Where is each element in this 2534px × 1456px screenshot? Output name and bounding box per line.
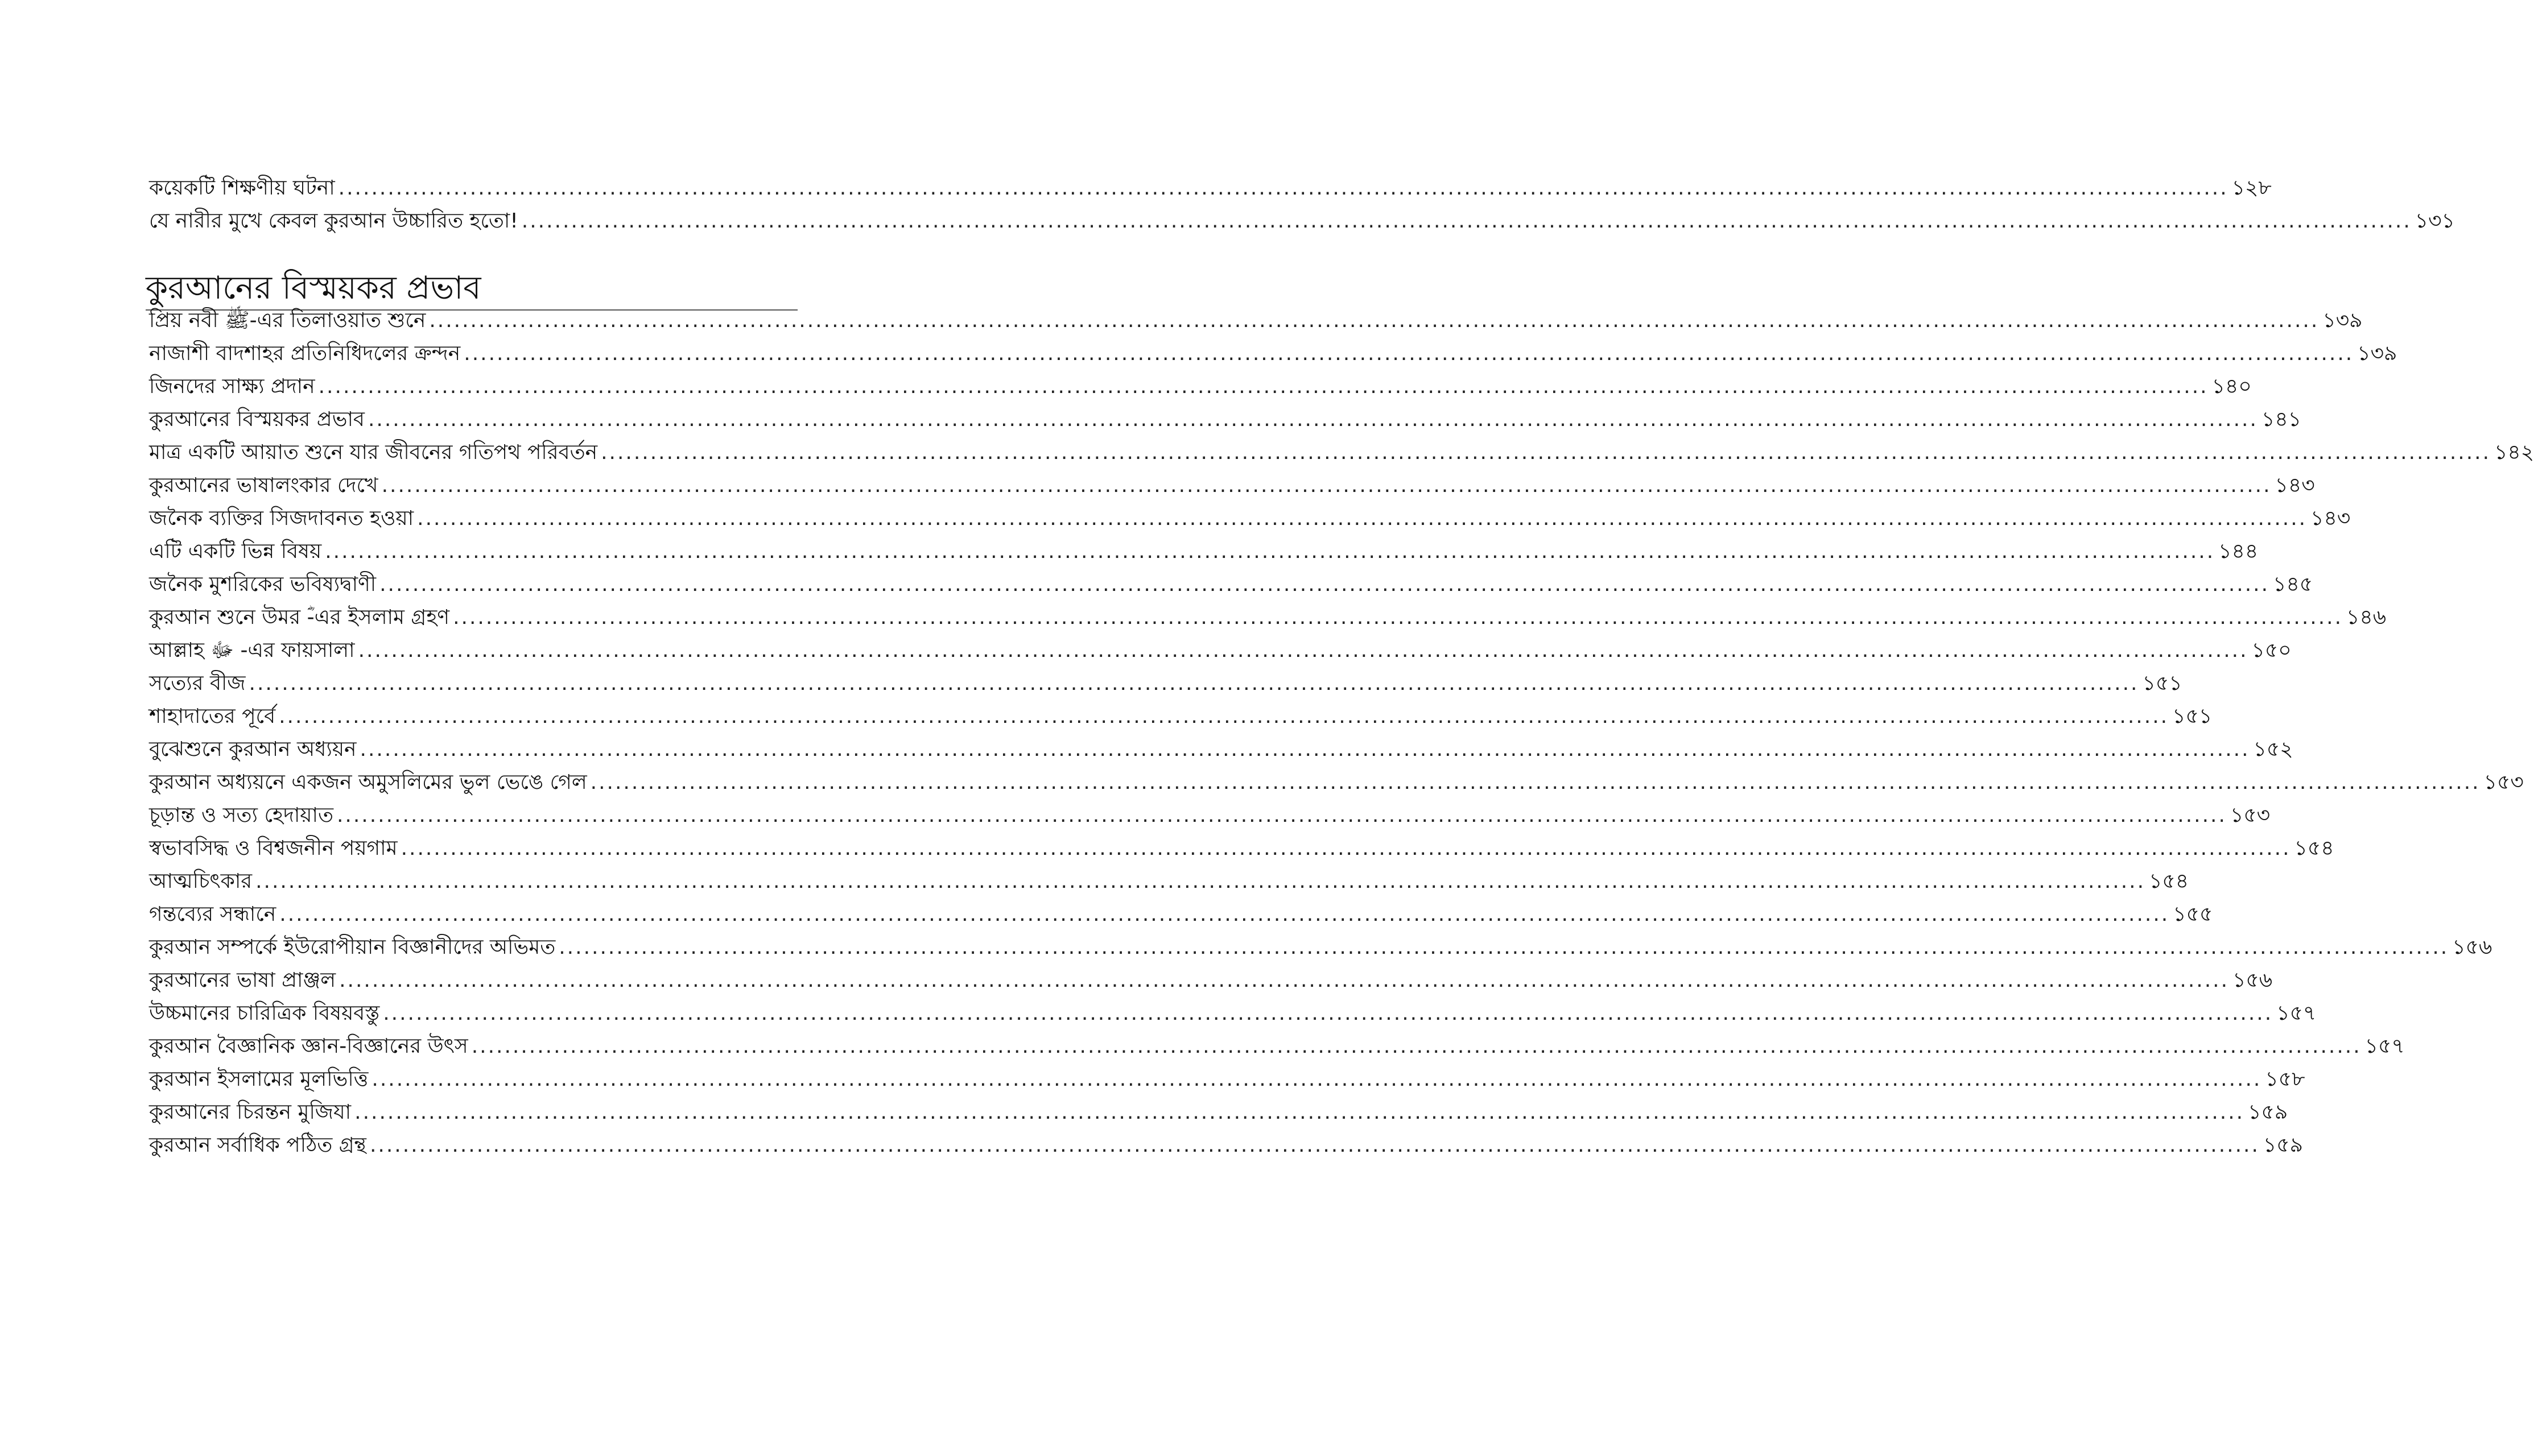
toc-entry-title: সত্যের বীজ	[149, 672, 246, 695]
toc-entry-page: ১৪৩	[2275, 474, 2315, 497]
dot-leader	[401, 832, 2291, 865]
toc-entry	[149, 370, 2252, 403]
toc-entry	[149, 766, 2524, 799]
toc-entry-title: কুরআন অধ্যয়নে একজন অমুসলিমের ভুল ভেঙে গেল	[149, 771, 587, 794]
section-heading: কুরআনের বিস্ময়কর প্রভাব	[146, 268, 798, 311]
toc-entry	[149, 403, 2302, 436]
toc-entry	[149, 733, 2293, 766]
toc-entry-page: ১৫৪	[2149, 870, 2189, 893]
dot-leader	[360, 733, 2250, 766]
toc-entry-page: ১৫১	[2142, 672, 2182, 695]
dot-leader	[249, 667, 2139, 700]
toc-entry-page: ১৪৬	[2346, 606, 2387, 629]
dot-leader	[591, 766, 2481, 799]
toc-entry-page: ১৫০	[2251, 639, 2292, 662]
toc-entry-title: গন্তব্যের সন্ধানে	[149, 903, 276, 926]
toc-entry	[149, 1129, 2304, 1162]
toc-entry-title: কুরআন ইসলামের মূলভিত্তি	[149, 1068, 369, 1091]
toc-entry	[149, 1030, 2405, 1063]
toc-entry-title: কুরআন সম্পর্কে ইউরোপীয়ান বিজ্ঞানীদের অভিমত	[149, 936, 556, 959]
toc-list-top	[149, 172, 2455, 238]
dot-leader	[279, 898, 2169, 931]
toc-entry	[149, 799, 2271, 832]
toc-entry	[149, 502, 2351, 535]
toc-entry-page: ১৪২	[2494, 441, 2534, 464]
toc-entry-page: ১৫৩	[2230, 804, 2271, 827]
toc-entry-title: স্বভাবসিদ্ধ ও বিশ্বজনীন পয়গাম	[149, 837, 398, 860]
toc-list-section	[149, 304, 2534, 1162]
toc-entry-page: ১৪০	[2211, 375, 2252, 398]
dot-leader	[472, 1030, 2362, 1063]
toc-entry-page: ১৩১	[2415, 209, 2455, 233]
toc-entry	[149, 436, 2534, 469]
toc-entry	[149, 601, 2387, 634]
toc-entry	[149, 634, 2292, 667]
toc-entry	[149, 1063, 2305, 1096]
toc-entry-title: কুরআনের ভাষালংকার দেখে	[149, 474, 378, 497]
dot-leader	[337, 799, 2227, 832]
dot-leader	[325, 535, 2215, 568]
dot-leader	[417, 502, 2307, 535]
toc-entry-page: ১৫৭	[2276, 1002, 2317, 1025]
toc-entry	[149, 832, 2334, 865]
toc-entry	[149, 931, 2492, 964]
dot-leader	[429, 304, 2319, 337]
dot-leader	[255, 865, 2145, 898]
dot-leader	[354, 1096, 2244, 1129]
toc-entry-title: কুরআন বৈজ্ঞানিক জ্ঞান-বিজ্ঞানের উৎস	[149, 1035, 468, 1058]
toc-entry-page: ১৫৮	[2265, 1068, 2305, 1091]
dot-leader	[319, 370, 2209, 403]
toc-entry-title: প্রিয় নবী ﷺ-এর তিলাওয়াত শুনে	[149, 309, 426, 332]
toc-entry-title: যে নারীর মুখে কেবল কুরআন উচ্চারিত হতো!	[149, 209, 518, 233]
toc-entry	[149, 469, 2315, 502]
toc-entry	[149, 1096, 2288, 1129]
toc-entry-title: জনৈক ব্যক্তির সিজদাবনত হওয়া	[149, 507, 414, 530]
dot-leader	[383, 997, 2273, 1030]
toc-entry-title: মাত্র একটি আয়াত শুনে যার জীবনের গতিপথ পরিবর্তন	[149, 441, 598, 464]
toc-entry	[149, 172, 2272, 205]
toc-entry-title: কুরআন সর্বাধিক পঠিত গ্রন্থ	[149, 1134, 366, 1157]
dot-leader	[559, 931, 2449, 964]
toc-entry	[149, 535, 2259, 568]
toc-entry	[149, 667, 2182, 700]
toc-entry-title: জিনদের সাক্ষ্য প্রদান	[149, 375, 315, 398]
dot-leader	[358, 634, 2248, 667]
toc-entry-title: এটি একটি ভিন্ন বিষয়	[149, 540, 322, 563]
toc-entry-title: কুরআনের ভাষা প্রাঞ্জল	[149, 969, 336, 992]
toc-entry	[149, 997, 2317, 1030]
toc-entry-page: ১৪৩	[2310, 507, 2351, 530]
dot-leader	[370, 1129, 2260, 1162]
dot-leader	[601, 436, 2491, 469]
dot-leader	[339, 172, 2228, 205]
toc-entry-page: ১৩৯	[2357, 342, 2397, 365]
toc-entry	[149, 304, 2363, 337]
toc-entry	[149, 205, 2455, 238]
dot-leader	[522, 205, 2412, 238]
toc-entry-title: জনৈক মুশরিকের ভবিষ্যদ্বাণী	[149, 573, 377, 596]
toc-entry-title: উচ্চমানের চারিত্রিক বিষয়বস্তু	[149, 1002, 380, 1025]
dot-leader	[279, 700, 2169, 733]
toc-entry-page: ১৫৯	[2263, 1134, 2304, 1157]
toc-entry-title: শাহাদাতের পূর্বে	[149, 705, 276, 728]
toc-entry-title: চূড়ান্ত ও সত্য হেদায়াত	[149, 804, 333, 827]
dot-leader	[339, 964, 2229, 997]
toc-entry	[149, 700, 2213, 733]
toc-entry-title: আল্লাহ ﷻ -এর ফায়সালা	[149, 639, 355, 662]
toc-entry-page: ১৫৬	[2452, 936, 2492, 959]
toc-entry-page: ১৫৬	[2232, 969, 2273, 992]
toc-entry-page: ১২৮	[2231, 176, 2272, 200]
toc-entry-title: কুরআনের চিরন্তন মুজিযা	[149, 1101, 352, 1124]
toc-entry-title: আত্মচিৎকার	[149, 870, 253, 893]
toc-entry-title: বুঝেশুনে কুরআন অধ্যয়ন	[149, 738, 357, 761]
dot-leader	[453, 601, 2343, 634]
toc-entry-page: ১৫৭	[2364, 1035, 2405, 1058]
toc-entry-title: কয়েকটি শিক্ষণীয় ঘটনা	[149, 176, 335, 200]
dot-leader	[379, 568, 2269, 601]
toc-entry	[149, 337, 2397, 370]
dot-leader	[382, 469, 2272, 502]
toc-entry-page: ১৫৪	[2294, 837, 2334, 860]
toc-entry-title: কুরআন শুনে উমর ؓ-এর ইসলাম গ্রহণ	[149, 606, 450, 629]
toc-entry-page: ১৫২	[2253, 738, 2293, 761]
toc-entry-page: ১৪১	[2261, 408, 2302, 431]
toc-entry-page: ১৫১	[2172, 705, 2213, 728]
dot-leader	[368, 403, 2258, 436]
toc-entry-page: ১৫৫	[2173, 903, 2213, 926]
toc-entry-page: ১৪৪	[2218, 540, 2259, 563]
toc-entry-title: নাজাশী বাদশাহর প্রতিনিধিদলের ক্রন্দন	[149, 342, 461, 365]
toc-entry-page: ১৫৯	[2248, 1101, 2288, 1124]
toc-entry-page: ১৪৫	[2273, 573, 2313, 596]
toc-entry	[149, 568, 2313, 601]
toc-entry-page: ১৫৩	[2483, 771, 2524, 794]
dot-leader	[464, 337, 2354, 370]
dot-leader	[372, 1063, 2261, 1096]
toc-entry	[149, 964, 2273, 997]
toc-entry-title: কুরআনের বিস্ময়কর প্রভাব	[149, 408, 365, 431]
toc-entry-page: ১৩৯	[2322, 309, 2363, 332]
toc-entry	[149, 898, 2213, 931]
toc-entry	[149, 865, 2189, 898]
